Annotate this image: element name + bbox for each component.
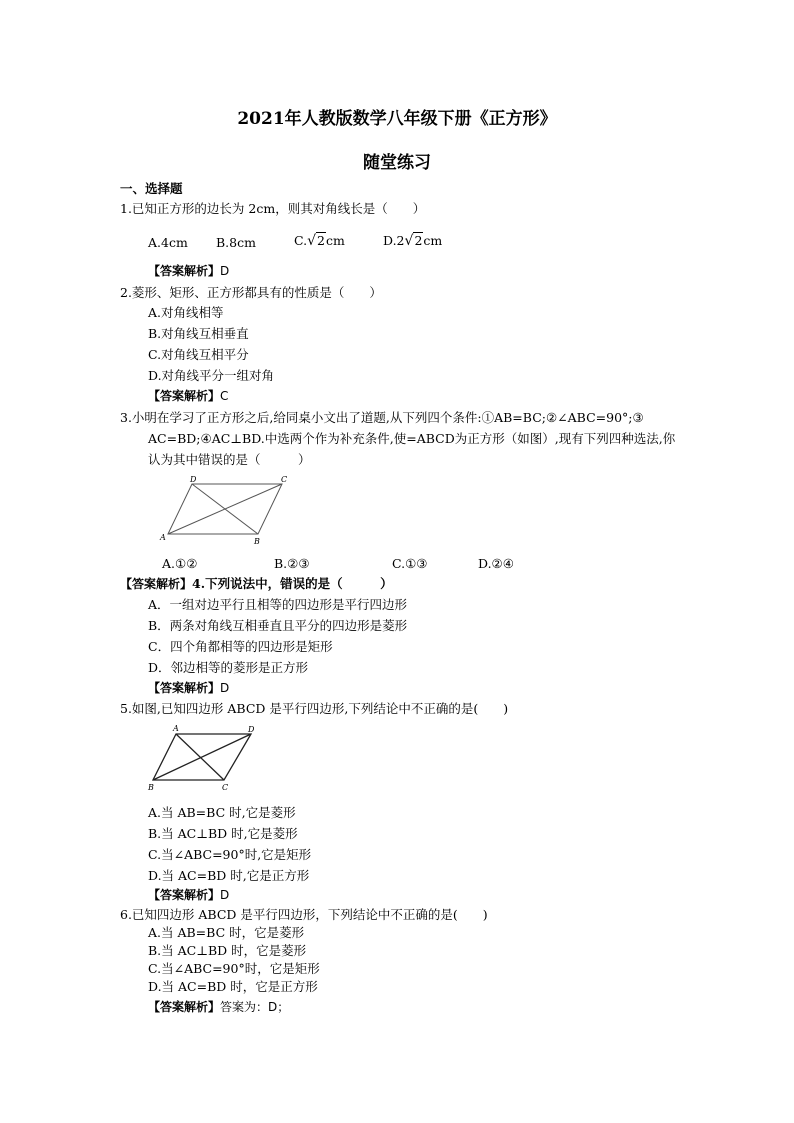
q6-option-d: D.当 AC=BD 时，它是正方形 — [148, 979, 318, 994]
q3-option-a: A.①② — [162, 556, 198, 571]
question-2: 2.菱形、矩形、正方形都具有的性质是（ ） — [120, 285, 382, 300]
question-4: 【答案解析】4.下列说法中，错误的是（ ） — [120, 576, 393, 591]
question-6: 6.已知四边形 ABCD 是平行四边形，下列结论中不正确的是( ) — [120, 907, 488, 922]
question-1: 1.已知正方形的边长为 2cm，则其对角线长是（ ） — [120, 201, 426, 216]
page-title: 2021年人教版数学八年级下册《正方形》 — [237, 109, 557, 129]
q4-option-b: B．两条对角线互相垂直且平分的四边形是菱形 — [148, 618, 408, 633]
q4-answer: 【答案解析】D — [148, 681, 230, 695]
q1-answer: 【答案解析】D — [148, 264, 230, 278]
q6-option-a: A.当 AB=BC 时，它是菱形 — [148, 925, 305, 940]
question-3-line-1: 3.小明在学习了正方形之后,给同桌小文出了道题,从下列四个条件:①AB=BC;②∠ABC=90°;③ — [120, 410, 644, 425]
q5-label-b: B — [148, 783, 154, 792]
q3-option-c: C.①③ — [392, 556, 428, 571]
q1-option-c: C.√2cm — [294, 233, 345, 249]
q3-option-d: D.②④ — [478, 556, 514, 571]
q6-answer: 【答案解析】答案为：D； — [148, 1000, 290, 1014]
q5-option-c: C.当∠ABC=90°时,它是矩形 — [148, 847, 312, 862]
q1-option-b: B.8cm — [216, 235, 256, 250]
page-subtitle: 随堂练习 — [363, 153, 431, 173]
q3-label-d: D — [190, 475, 197, 484]
q6-option-b: B.当 AC⊥BD 时，它是菱形 — [148, 943, 307, 958]
section-heading: 一、选择题 — [120, 181, 183, 196]
q2-option-d: D.对角线平分一组对角 — [148, 368, 275, 383]
q6-option-c: C.当∠ABC=90°时，它是矩形 — [148, 961, 320, 976]
q5-parallelogram-figure — [146, 724, 266, 796]
q5-option-b: B.当 AC⊥BD 时,它是菱形 — [148, 826, 298, 841]
q2-option-b: B.对角线互相垂直 — [148, 326, 249, 341]
q5-label-a: A — [173, 724, 179, 733]
question-3-line-2: AC=BD;④AC⊥BD.中选两个作为补充条件,使=ABCD为正方形（如图）,现有下列四种选法,你 — [148, 431, 676, 446]
q5-label-c: C — [222, 783, 229, 792]
q5-answer: 【答案解析】D — [148, 888, 230, 902]
q3-label-b: B — [254, 537, 260, 546]
q3-parallelogram-figure — [158, 472, 298, 548]
q2-answer: 【答案解析】C — [148, 389, 229, 403]
q5-option-a: A.当 AB=BC 时,它是菱形 — [148, 805, 296, 820]
q3-label-a: A — [160, 533, 166, 542]
question-5: 5.如图,已知四边形 ABCD 是平行四边形,下列结论中不正确的是( ) — [120, 701, 509, 716]
q1-option-d: D.2√2cm — [383, 233, 443, 249]
q2-option-a: A.对角线相等 — [148, 305, 224, 320]
q3-option-b: B.②③ — [274, 556, 310, 571]
q5-option-d: D.当 AC=BD 时,它是正方形 — [148, 868, 310, 883]
q4-option-d: D．邻边相等的菱形是正方形 — [148, 660, 309, 675]
q2-option-c: C.对角线互相平分 — [148, 347, 249, 362]
question-3-line-3: 认为其中错误的是（ ） — [148, 452, 311, 467]
q5-label-d: D — [248, 725, 255, 734]
q3-label-c: C — [281, 475, 288, 484]
q4-option-a: A．一组对边平行且相等的四边形是平行四边形 — [148, 597, 408, 612]
q4-option-c: C．四个角都相等的四边形是矩形 — [148, 639, 333, 654]
q1-option-a: A.4cm — [148, 235, 188, 250]
